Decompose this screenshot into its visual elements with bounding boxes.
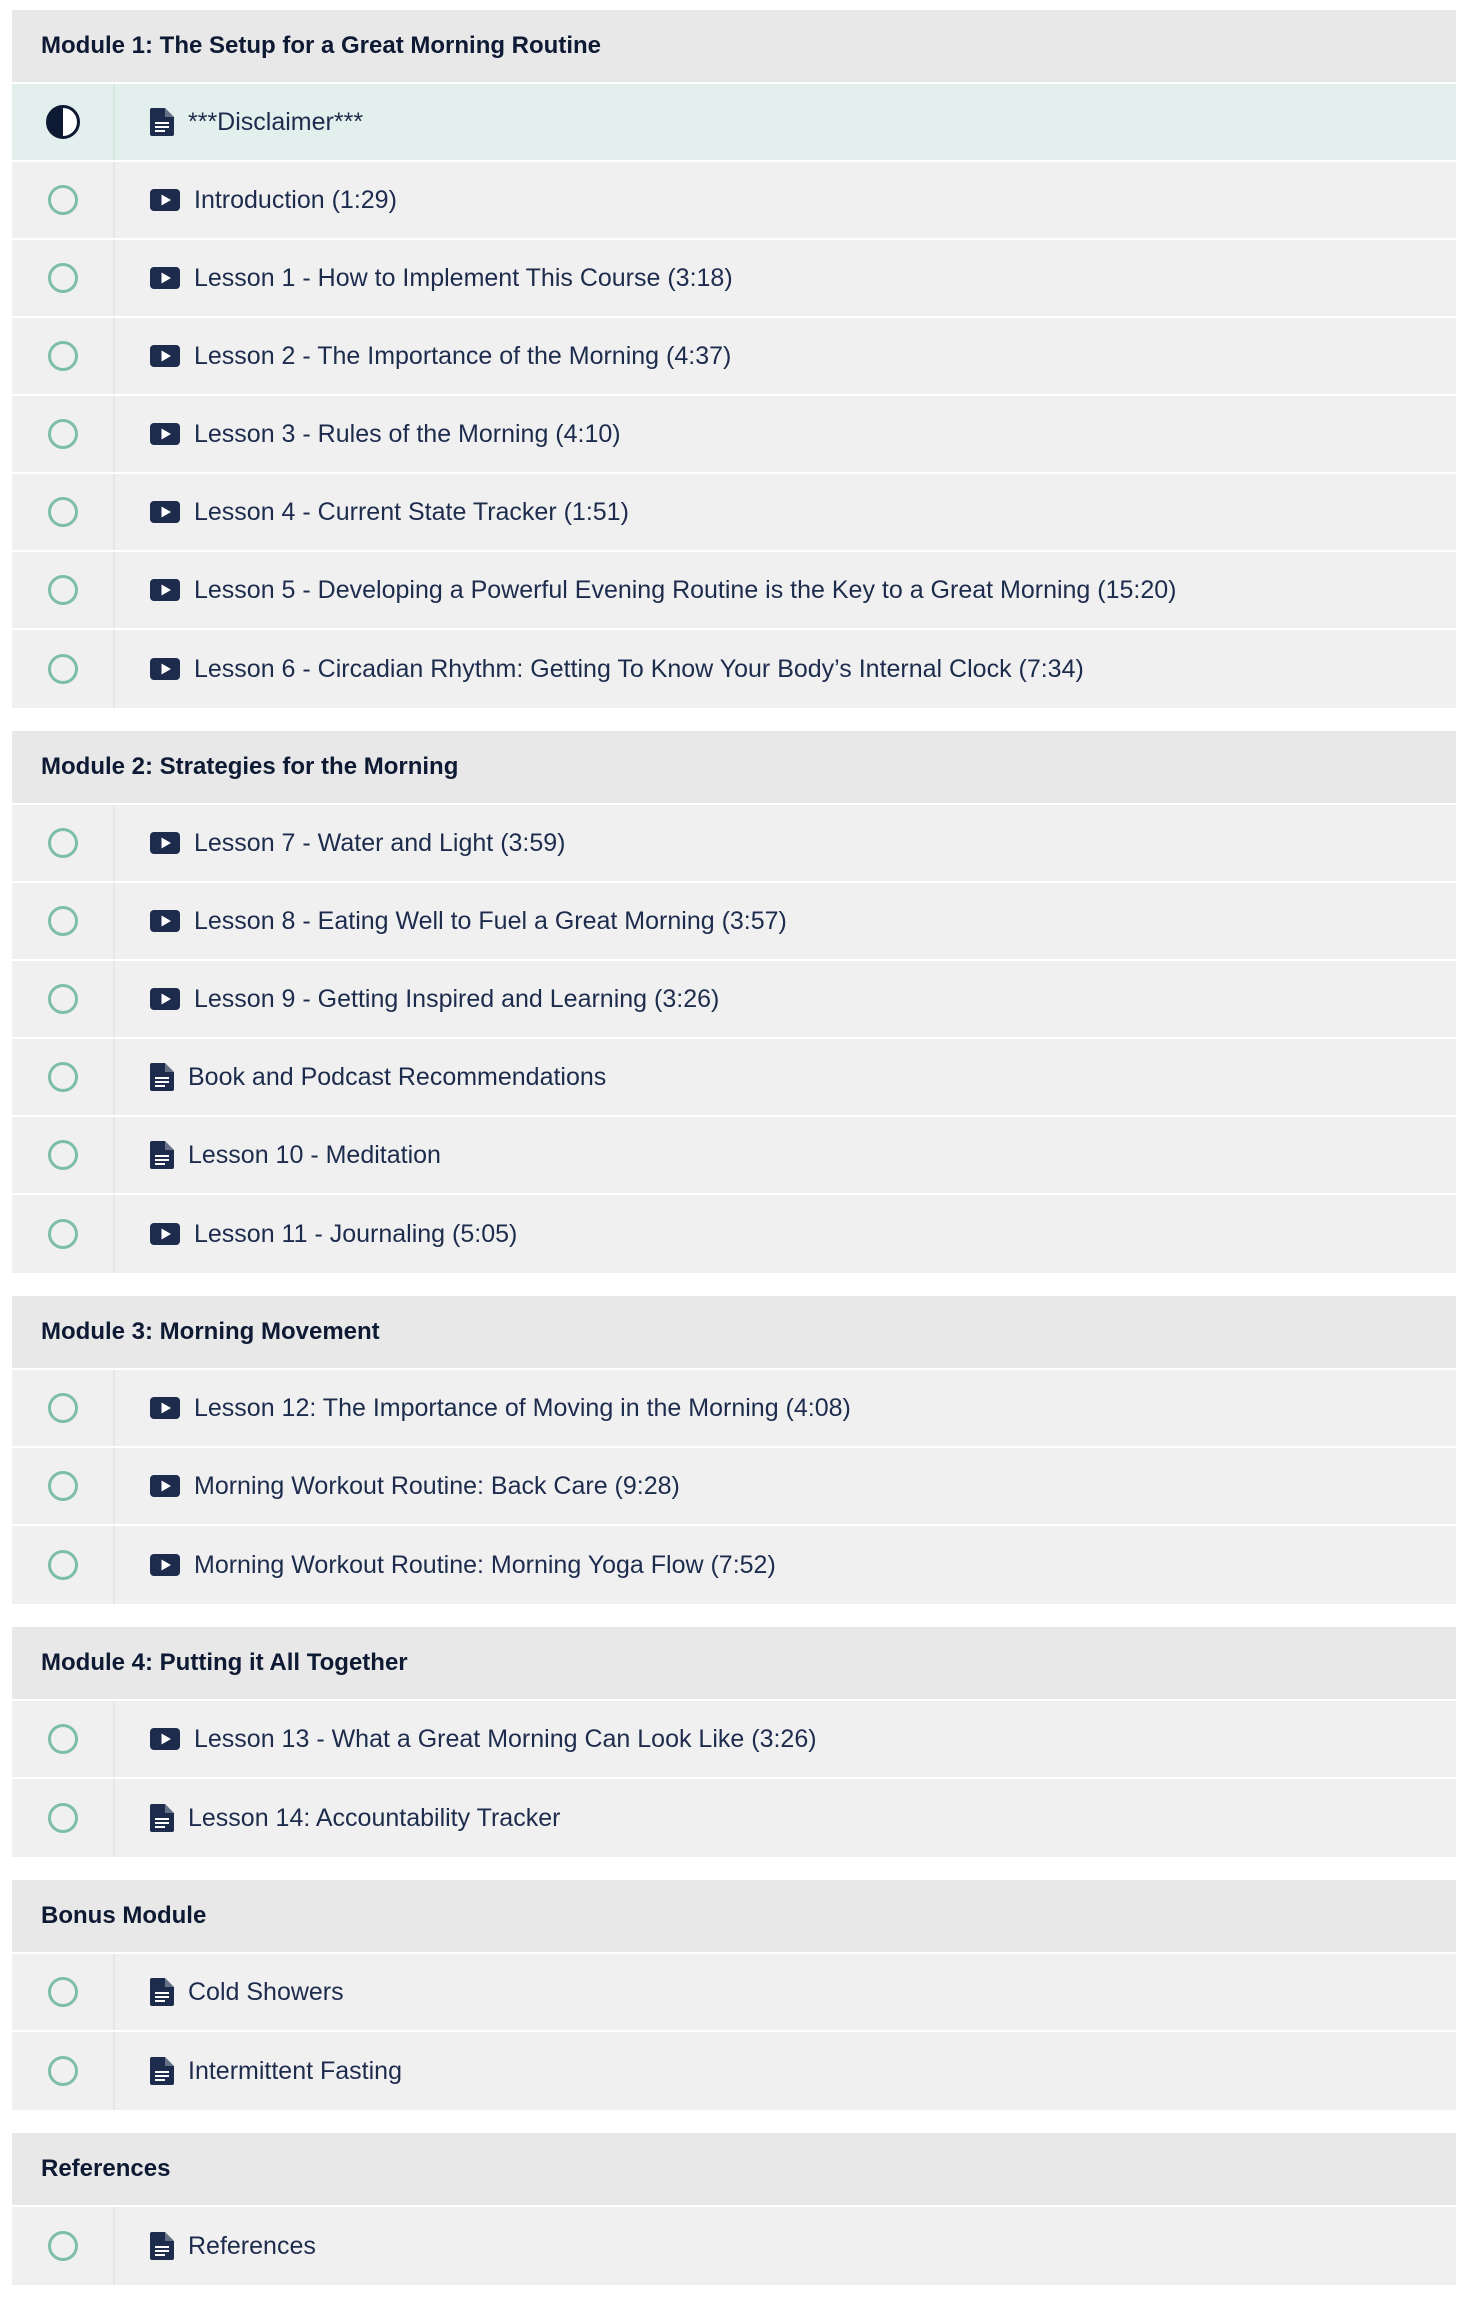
lecture-name[interactable]: Lesson 6 - Circadian Rhythm: Getting To Know Your Body’s Internal Clock (7:34): [194, 654, 1084, 683]
lecture-row[interactable]: [12, 474, 1456, 552]
play-video-icon: [150, 579, 180, 601]
incomplete-status-icon: [48, 1219, 78, 1249]
lecture-status-cell: [12, 2207, 115, 2285]
lecture-row[interactable]: [12, 961, 1456, 1039]
lecture-name[interactable]: Lesson 12: The Importance of Moving in the Morning (4:08): [194, 1393, 851, 1422]
incomplete-status-icon: [48, 1471, 78, 1501]
lecture-name[interactable]: Lesson 14: Accountability Tracker: [188, 1803, 561, 1832]
lecture-status-cell: [12, 1117, 115, 1193]
lecture-title-cell[interactable]: [115, 1039, 606, 1115]
lecture-status-cell: [12, 630, 115, 708]
incomplete-status-icon: [48, 984, 78, 1014]
incomplete-status-icon: [48, 1550, 78, 1580]
lecture-row[interactable]: [12, 1117, 1456, 1195]
play-video-icon: [150, 988, 180, 1010]
play-video-icon: [150, 1397, 180, 1419]
lecture-title-cell[interactable]: [115, 1370, 851, 1446]
lecture-title-cell[interactable]: [115, 162, 397, 238]
lecture-row[interactable]: [12, 1195, 1456, 1273]
incomplete-status-icon: [48, 497, 78, 527]
lecture-title-cell[interactable]: [115, 84, 363, 160]
lecture-row[interactable]: [12, 630, 1456, 708]
lecture-status-cell: [12, 883, 115, 959]
incomplete-status-icon: [48, 2231, 78, 2261]
lecture-name[interactable]: Intermittent Fasting: [188, 2056, 402, 2085]
incomplete-status-icon: [48, 185, 78, 215]
play-video-icon: [150, 832, 180, 854]
lecture-status-cell: [12, 1526, 115, 1604]
lecture-status-cell: [12, 474, 115, 550]
play-video-icon: [150, 1475, 180, 1497]
lecture-title-cell[interactable]: [115, 1195, 517, 1273]
lecture-name[interactable]: Cold Showers: [188, 1977, 344, 2006]
course-module: [12, 1627, 1456, 1857]
incomplete-status-icon: [48, 1803, 78, 1833]
lecture-status-cell: [12, 1448, 115, 1524]
play-video-icon: [150, 189, 180, 211]
document-icon: [150, 2057, 174, 2085]
incomplete-status-icon: [48, 1140, 78, 1170]
lecture-name[interactable]: Lesson 9 - Getting Inspired and Learning (3:26): [194, 984, 720, 1013]
incomplete-status-icon: [48, 419, 78, 449]
lecture-title-cell[interactable]: [115, 1701, 817, 1777]
lecture-name[interactable]: Lesson 4 - Current State Tracker (1:51): [194, 497, 629, 526]
lecture-row[interactable]: [12, 883, 1456, 961]
lecture-status-cell: [12, 396, 115, 472]
lecture-row[interactable]: [12, 162, 1456, 240]
lecture-status-cell: [12, 84, 115, 160]
lecture-status-cell: [12, 1779, 115, 1857]
module-title: References: [12, 2133, 1456, 2207]
lecture-name[interactable]: Morning Workout Routine: Morning Yoga Flow (7:52): [194, 1550, 776, 1579]
lecture-name[interactable]: Morning Workout Routine: Back Care (9:28): [194, 1471, 680, 1500]
incomplete-status-icon: [48, 575, 78, 605]
lecture-row[interactable]: [12, 805, 1456, 883]
lecture-name[interactable]: Lesson 8 - Eating Well to Fuel a Great Morning (3:57): [194, 906, 787, 935]
lecture-title-cell[interactable]: [115, 552, 1177, 628]
play-video-icon: [150, 1728, 180, 1750]
lecture-name[interactable]: Introduction (1:29): [194, 185, 397, 214]
lecture-row[interactable]: [12, 2207, 1456, 2285]
play-video-icon: [150, 501, 180, 523]
lecture-status-cell: [12, 318, 115, 394]
module-title: Module 2: Strategies for the Morning: [12, 731, 1456, 805]
lecture-name[interactable]: Lesson 2 - The Importance of the Morning (4:37): [194, 341, 732, 370]
module-title: Module 1: The Setup for a Great Morning Routine: [12, 10, 1456, 84]
lecture-status-cell: [12, 1370, 115, 1446]
document-icon: [150, 1978, 174, 2006]
lecture-name[interactable]: Lesson 1 - How to Implement This Course (3:18): [194, 263, 733, 292]
lecture-status-cell: [12, 162, 115, 238]
lecture-row[interactable]: [12, 1370, 1456, 1448]
incomplete-status-icon: [48, 341, 78, 371]
play-video-icon: [150, 345, 180, 367]
lecture-row[interactable]: [12, 1954, 1456, 2032]
document-icon: [150, 2232, 174, 2260]
course-module: [12, 1296, 1456, 1604]
lecture-status-cell: [12, 1039, 115, 1115]
incomplete-status-icon: [48, 906, 78, 936]
lecture-row[interactable]: [12, 396, 1456, 474]
incomplete-status-icon: [48, 1977, 78, 2007]
play-video-icon: [150, 910, 180, 932]
incomplete-status-icon: [48, 2056, 78, 2086]
lecture-title-cell[interactable]: [115, 1779, 560, 1857]
lecture-title-cell[interactable]: [115, 883, 787, 959]
lecture-row[interactable]: [12, 240, 1456, 318]
lecture-name[interactable]: Lesson 13 - What a Great Morning Can Look Like (3:26): [194, 1724, 817, 1753]
lecture-name[interactable]: Lesson 3 - Rules of the Morning (4:10): [194, 419, 621, 448]
lecture-status-cell: [12, 1954, 115, 2030]
document-icon: [150, 1141, 174, 1169]
lecture-name[interactable]: ***Disclaimer***: [188, 107, 364, 136]
incomplete-status-icon: [48, 1393, 78, 1423]
incomplete-status-icon: [48, 1062, 78, 1092]
lecture-title-cell[interactable]: [115, 805, 566, 881]
lecture-name[interactable]: References: [188, 2231, 316, 2260]
lecture-title-cell[interactable]: [115, 1954, 344, 2030]
lecture-title-cell[interactable]: [115, 1117, 441, 1193]
document-icon: [150, 108, 174, 136]
course-module: [12, 2133, 1456, 2285]
lecture-status-cell: [12, 805, 115, 881]
in-progress-status-icon: [46, 105, 80, 139]
module-title: Module 4: Putting it All Together: [12, 1627, 1456, 1701]
incomplete-status-icon: [48, 828, 78, 858]
incomplete-status-icon: [48, 654, 78, 684]
lecture-name[interactable]: Lesson 7 - Water and Light (3:59): [194, 828, 566, 857]
lecture-title-cell[interactable]: [115, 474, 629, 550]
course-module: [12, 1880, 1456, 2110]
lecture-title-cell[interactable]: [115, 1526, 776, 1604]
lecture-title-cell[interactable]: [115, 240, 733, 316]
incomplete-status-icon: [48, 263, 78, 293]
lecture-status-cell: [12, 1701, 115, 1777]
lecture-title-cell[interactable]: [115, 1448, 680, 1524]
lecture-title-cell[interactable]: [115, 318, 731, 394]
module-title: Bonus Module: [12, 1880, 1456, 1954]
lecture-title-cell[interactable]: [115, 2032, 402, 2110]
lecture-name[interactable]: Book and Podcast Recommendations: [188, 1062, 607, 1091]
lecture-status-cell: [12, 961, 115, 1037]
lecture-row[interactable]: [12, 1448, 1456, 1526]
document-icon: [150, 1804, 174, 1832]
lecture-title-cell[interactable]: [115, 396, 621, 472]
play-video-icon: [150, 267, 180, 289]
lecture-name[interactable]: Lesson 10 - Meditation: [188, 1140, 441, 1169]
lecture-row[interactable]: [12, 2032, 1456, 2110]
lecture-row[interactable]: [12, 1039, 1456, 1117]
lecture-row[interactable]: [12, 1779, 1456, 1857]
lecture-status-cell: [12, 2032, 115, 2110]
module-title: Module 3: Morning Movement: [12, 1296, 1456, 1370]
lecture-status-cell: [12, 552, 115, 628]
course-curriculum: [12, 10, 1456, 2308]
lecture-status-cell: [12, 240, 115, 316]
course-module: [12, 10, 1456, 708]
lecture-name[interactable]: Lesson 5 - Developing a Powerful Evening Routine is the Key to a Great Morning (15:20): [194, 575, 1177, 604]
course-module: [12, 731, 1456, 1273]
lecture-title-cell[interactable]: [115, 2207, 316, 2285]
lecture-title-cell[interactable]: [115, 961, 719, 1037]
lecture-title-cell[interactable]: [115, 630, 1084, 708]
document-icon: [150, 1063, 174, 1091]
play-video-icon: [150, 1554, 180, 1576]
lecture-status-cell: [12, 1195, 115, 1273]
lecture-row[interactable]: [12, 552, 1456, 630]
lecture-row[interactable]: [12, 318, 1456, 396]
lecture-row[interactable]: [12, 1701, 1456, 1779]
play-video-icon: [150, 1223, 180, 1245]
play-video-icon: [150, 423, 180, 445]
incomplete-status-icon: [48, 1724, 78, 1754]
play-video-icon: [150, 658, 180, 680]
lecture-name[interactable]: Lesson 11 - Journaling (5:05): [194, 1219, 518, 1248]
lecture-row[interactable]: [12, 84, 1456, 162]
lecture-row[interactable]: [12, 1526, 1456, 1604]
